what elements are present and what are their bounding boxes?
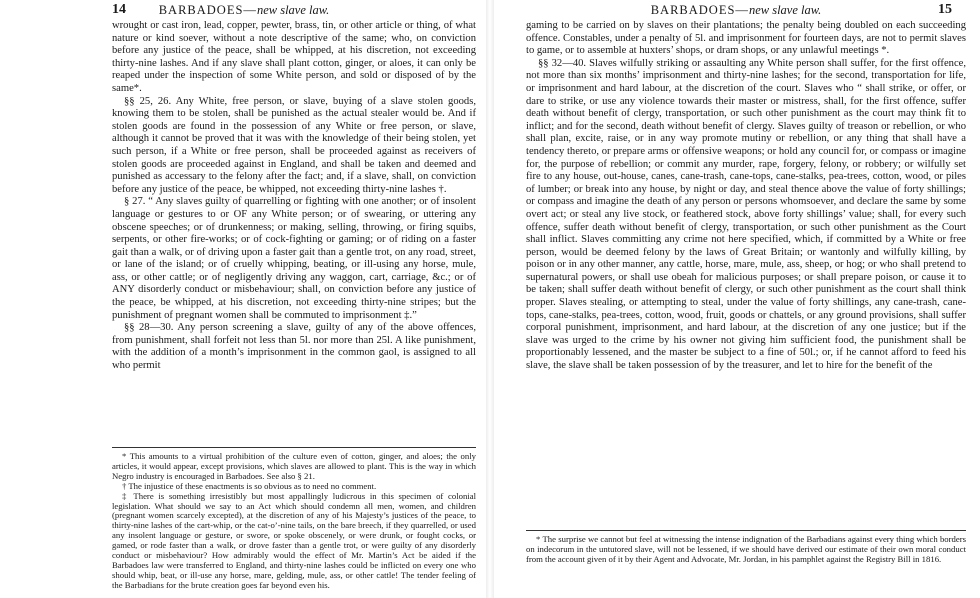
right-footnotes [526, 535, 966, 565]
right-paragraph: gaming to be carried on by slaves on their plantations; the penalty being doubled on each succeeding offence. Constables, under a penalty of 5l. and imprisonment for fourteen days, are not to permit slaves to game, or to assemble at huxters’ shops, or dram shops, or any unlawful meetings *. [526, 20, 966, 57]
left-body-text [112, 20, 476, 373]
left-running-head-text: BARBADOES— [158, 3, 257, 17]
left-page [0, 0, 488, 598]
left-footnote-rule [112, 447, 476, 448]
left-page-number: 14 [112, 2, 126, 17]
left-paragraph: §§ 25, 26. Any White, free person, or slave, buying of a slave stolen goods, knowing them to be stolen, shall be punished as the actual stealer would be. And if stolen goods are found in the possession of any White or free person, or slave, although it cannot be proved that it was with the knowledge of their being stolen, yet such person, if a White or free person, shall be proceeded against as receivers of stolen goods are proceeded against in England, and shall be taken and deemed and punished as accessary to the felony after the fact; and, if a slave, shall, on conviction before any justice of the peace, be whipped, not exceeding thirty-nine lashes †. [112, 95, 476, 195]
left-footnote: * This amounts to a virtual prohibition of the culture even of cotton, ginger, and aloes; the only articles, it would appear, except provisions, which slaves are allowed to plant. This is the way in which Negro industry is encouraged in Barbadoes. See also § 21. [112, 451, 476, 481]
right-running-head-text: BARBADOES— [650, 3, 749, 17]
right-footnote: * The surprise we cannot but feel at witnessing the intense indignation of the Barbadians against every thing which borders on indecorum in the untutored slave, will not be lessened, if we should have derived our estimate of their own moral conduct from the account given of it by their Agent and Advocate, Mr. Jordan, in his pamphlet against the Registry Bill in 1816. [526, 534, 966, 564]
left-footnote: ‡ There is something irresistibly but most appallingly ludicrous in this specimen of colonial legislation. What should we say to an Act which should condemn all men, women, and children (pregnant women scarcely excepted), at the discretion of any of his Majesty’s justices of the peace, to thirty-nine lashes of the cart-whip, or the cat-o’-nine tails, on the bare breech, if they quarrelled, or used any insolent language or gesture, or swore, or spoke obscenely, or were drunk, or fought cocks, or gamed, or rode faster than a walk, or drove faster than a gentle trot, or were guilty of any disorderly conduct or misbehaviour? How admirably would the effect of Mr. Martin’s Act be aided if the Barbadoes law were transferred to England, and thirty-nine lashes could be inflicted on every one who should whip, beat, or ill-use any horse, mare, gelding, mule, ass, or other cattle! The tender feeling of the Barbadians for the brute creation goes far beyond even his. [112, 490, 476, 590]
right-paragraph: §§ 32—40. Slaves wilfully striking or assaulting any White person shall suffer, for the first offence, not more than six months’ imprisonment and thirty-nine lashes; for the second, transportation for life, or imprisonment and hard labour, at the discretion of the court. Slaves who “ shall strike, or offer, or dare to strike, or use any violence towards their master or mistress, shall, for the first offence, suffer death without benefit of clergy, transportation, or such other punishment as the court may think fit to inflict; and for the second, death without benefit of clergy. Slaves guilty of treason or rebellion, or who shall plan, excite, raise, or in any way promote mutiny or rebellion, or any thing that shall have a tendency thereto, or prepare arms or offensive weapons; or hold any council for, or compass or imagine for, the purpose of rebellion; or commit any murder, rape, forgery, felony, or robbery; or wilfully set fire to any house, out-house, canes, cane-trash, cane-tops, cane-stalks, pea-trees, cotton, wood, or piles of lumber; or break into any house, by night or day, and steal thence above the value of forty shillings; or compass and imagine the death of any person or persons whomsoever, and declare the same by some overt act; or steal any live stock, or feathered stock, above forty shillings’ value; shall, for every such offence, suffer death without benefit of clergy, transportation, or such other punishment as the Court shall inflict. Slaves committing any crime not here specified, which, if committed by a White or free person, would be deemed felony by the laws of Great Britain; or wantonly and wilfully killing, by poison or in any other manner, any cattle, horse, mare, mule, ass, sheep, or hog; or who shall pretend to supernatural powers, or shall use obeah for malicious purposes; or shall prepare poison, or cause it to be taken; shall suffer death without benefit of clergy, or such other punishment as the court shall think proper. Slaves stealing, or attempting to steal, under the value of forty shillings, any cane-trash, cane-tops, cane-stalks, pea-trees, cotton, wood, fruit, goods or chattels, or any ground provisions, shall suffer corporal punishment, imprisonment, and hard labour, at the discretion of any one justice; but if the slave was urged to the crime by his owner not giving him sufficient food, the punishment shall be proportionably lessened, and the master be subject to a fine of 50l.; or, if he cannot afford to feed his slave, the slave shall be taken possession of by the treasurer, and let to hire for the benefit of the [526, 57, 966, 372]
left-footnote: † The injustice of these enactments is so obvious as to need no comment. [122, 480, 377, 491]
left-page-header [0, 2, 488, 18]
right-body-text [526, 20, 966, 373]
right-page-number: 15 [938, 2, 952, 17]
right-page-header [492, 2, 980, 18]
left-paragraph: §§ 28—30. Any person screening a slave, guilty of any of the above offences, from punishment, shall forfeit not less than 5l. nor more than 25l. A like punishment, with the addition of a month’s imprisonment in the common gaol, is assigned to all who permit [112, 322, 476, 372]
left-footnotes [112, 452, 476, 591]
right-page [492, 0, 980, 598]
left-paragraph: wrought or cast iron, lead, copper, pewter, brass, tin, or other article or thing, of what nature or kind soever, without a note descriptive of the same; who, on conviction before any justice of the peace, shall be whipped, at his discretion, not exceeding thirty-nine lashes. And if any slave shall plant cotton, ginger, or aloes, it can only be reaped under the inspection of some White person, and sold or disposed of by the same*. [112, 20, 476, 94]
left-running-head-italic: new slave law. [256, 3, 330, 17]
left-paragraph: § 27. “ Any slaves guilty of quarrelling or fighting with one another; or of insolent language or gestures to or OF any White person; or of swearing, or uttering any obscene speeches; or of drunkenness; or making, selling, throwing, or firing squibs, serpents, or other fire-works; or of cock-fighting or gaming; or of riding on a faster gait than a walk, or of driving upon a faster gait than a gentle trot, on any road, street, or lane of the island; or of cruelly whipping, beating, or ill-using any horse, mule, ass, or other cattle; or of negligently driving any waggon, cart, carriage, &c.; or of ANY disorderly conduct or misbehaviour; shall, on conviction before any justice of the peace, be whipped, at his discretion, not exceeding thirty-nine stripes; but the punishment of pregnant women shall be commuted to imprisonment ‡.” [112, 196, 476, 321]
right-running-head [492, 3, 980, 18]
left-running-head [0, 3, 488, 18]
right-footnote-rule [526, 530, 966, 531]
right-running-head-italic: new slave law. [748, 3, 822, 17]
